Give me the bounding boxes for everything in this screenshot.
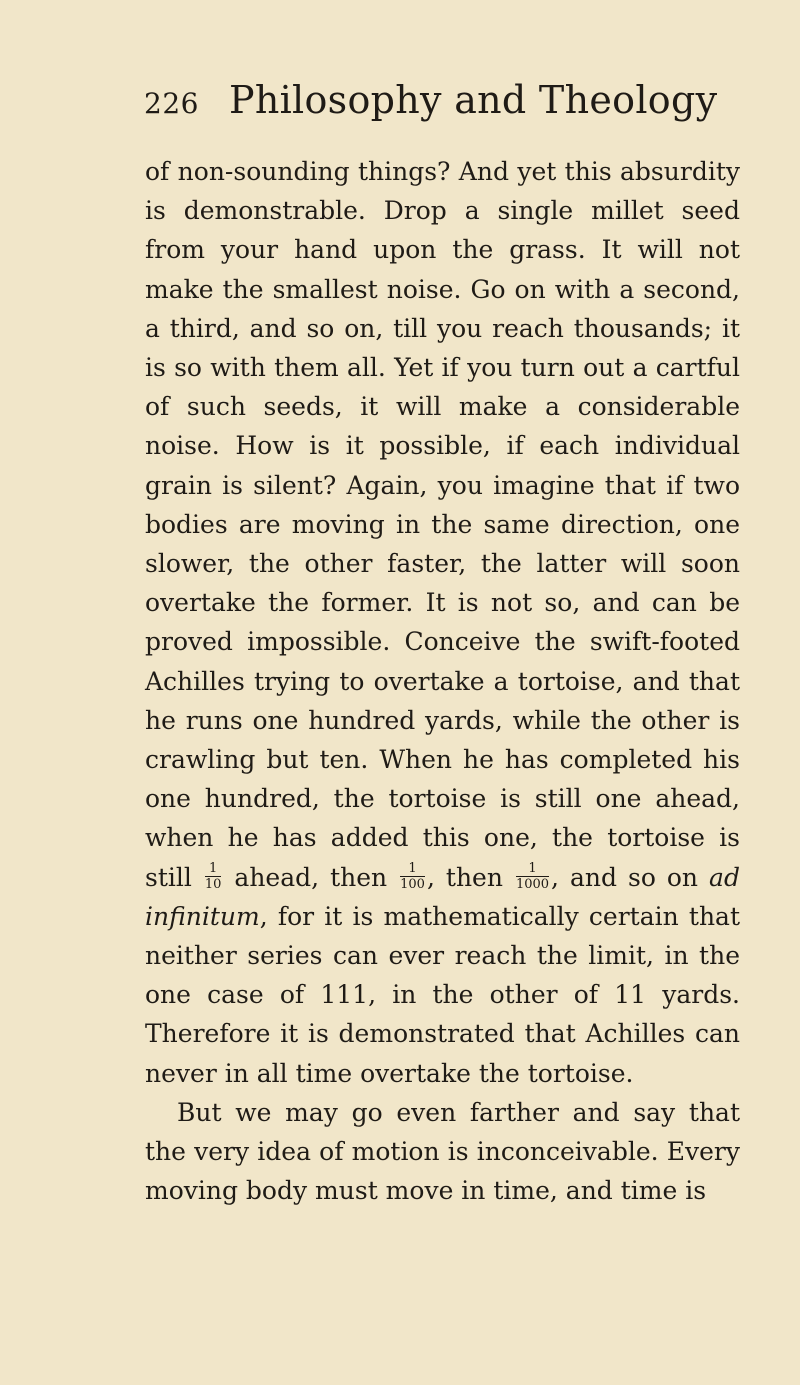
fraction-numerator: 1 (205, 862, 222, 877)
page-number: 226 (144, 87, 199, 120)
fraction-one-tenth (205, 862, 222, 891)
page-header (144, 78, 717, 122)
fraction-denominator: 10 (204, 876, 222, 892)
fraction-denominator: 1000 (515, 876, 550, 892)
fraction-one-thousandth (516, 862, 549, 891)
paragraph-2: But we may go even farther and say that the very idea of motion is inconceivable. Every moving body must move in time, and time is (145, 1097, 740, 1206)
fraction-numerator: 1 (400, 862, 425, 877)
paragraph-1 (145, 152, 740, 1093)
paragraph-1-text-2: ahead, then (234, 862, 388, 892)
body-text (145, 152, 740, 1210)
paragraph-1-text-4: , and so on (551, 862, 699, 892)
paragraph-1-text-3: , then (426, 862, 503, 892)
running-head: Philosophy and Theology (228, 78, 718, 122)
latin-phrase: ad infinitum (145, 862, 740, 931)
fraction-one-hundredth (400, 862, 425, 891)
paragraph-1-text-1: of non-sounding things? And yet this absurdity is demonstrable. Drop a single millet seed from your hand upon the grass. It will not make the smallest noise. Go on with a second, a third, and so on, till you reach thousands; it is so with them all. Yet if you turn out a cartful of such seeds, it will make a considerable noise. How is it possible, if each individual grain is silent? Again, you imagine that if two bodies are moving in the same direction, one slower, the other faster, the latter will soon overtake the former. It is not so, and can be proved impossible. Conceive the swift-footed Achilles trying to overtake a tortoise, and that he runs one hundred yards, while the other is crawling but ten. When he has completed his one hundred, the tortoise is still one ahead, when he has added this one, the tortoise is still (145, 157, 740, 892)
fraction-numerator: 1 (516, 862, 549, 877)
paragraph-1-text-5: , for it is mathematically certain that neither series can ever reach the limit, in the one case of 111, in the other of 11 yards. Therefore it is demonstrated that Achilles can never in all time overtake the tortoise. (145, 901, 740, 1088)
fraction-denominator: 100 (400, 876, 425, 892)
